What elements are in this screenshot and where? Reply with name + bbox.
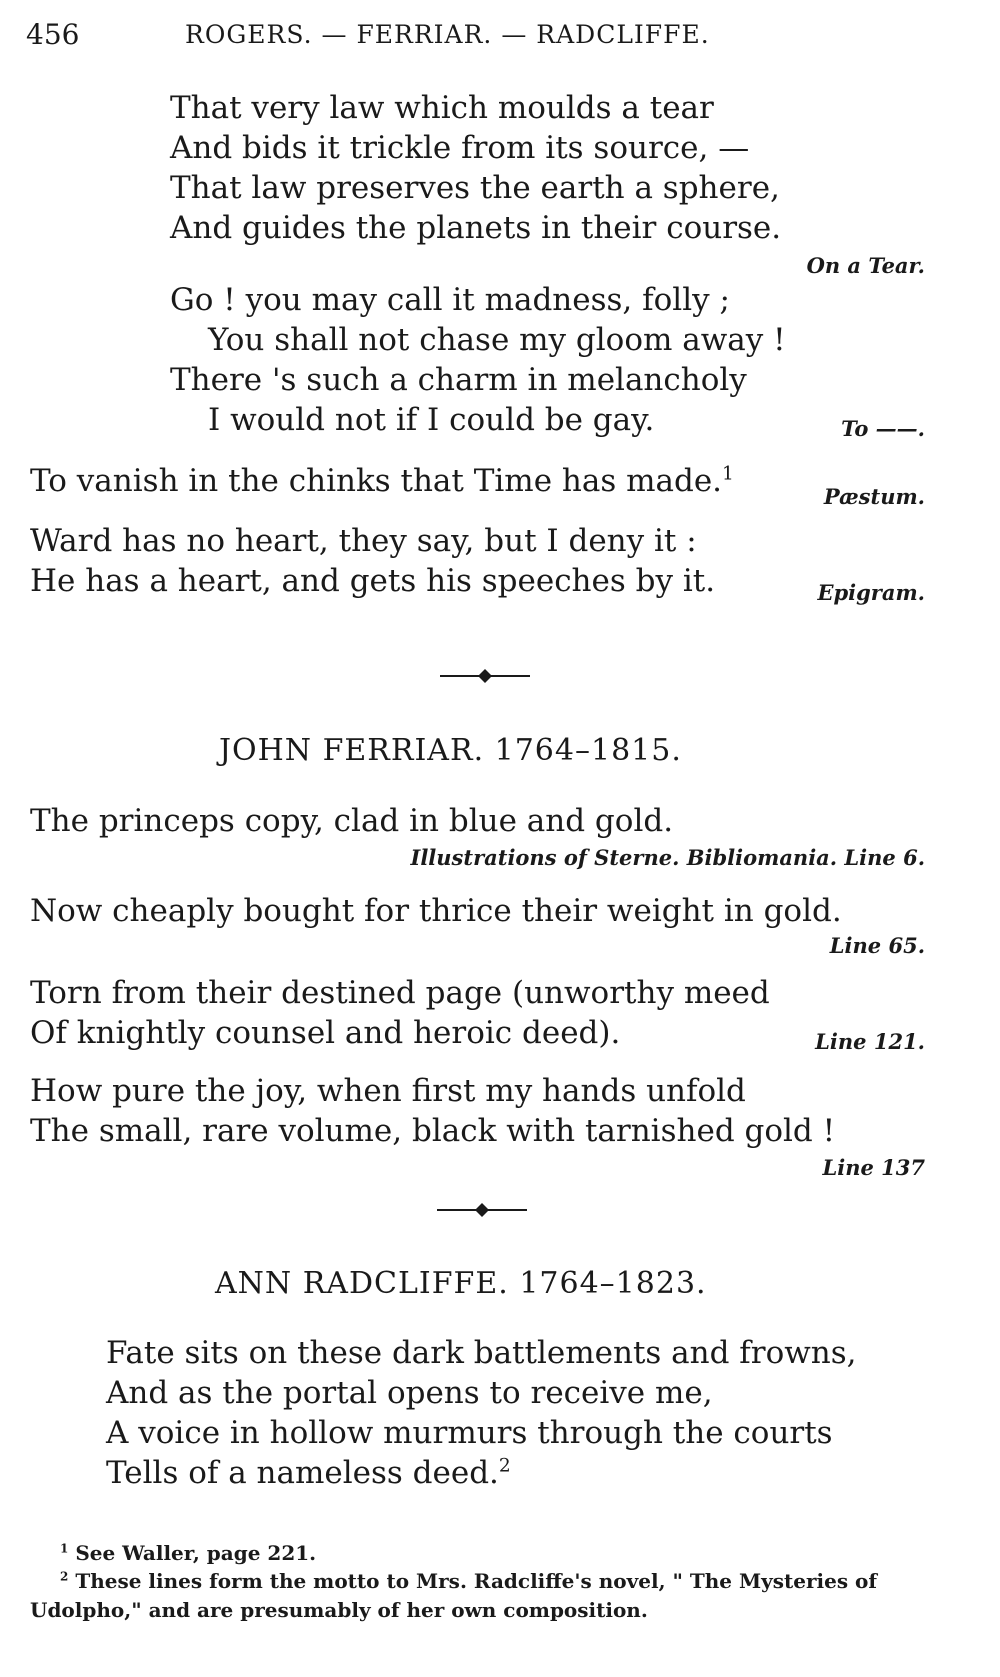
citation-line-65: Line 65. xyxy=(829,933,925,958)
verse-line: There 's such a charm in melancholy xyxy=(170,362,747,398)
verse-line: Go ! you may call it madness, folly ; xyxy=(170,282,730,318)
verse-line: Ward has no heart, they say, but I deny it : xyxy=(30,523,697,559)
verse-line: And bids it trickle from its source, — xyxy=(170,130,750,166)
divider-ornament xyxy=(440,666,530,686)
footnote-mark: 2 xyxy=(60,1569,69,1584)
quote-text: To vanish in the chinks that Time has made. xyxy=(30,463,723,499)
verse-line: Torn from their destined page (unworthy meed xyxy=(30,975,770,1011)
verse-line: I would not if I could be gay. xyxy=(208,402,655,438)
citation-line-6: Illustrations of Sterne. Bibliomania. Line 6. xyxy=(410,845,925,870)
verse-line: A voice in hollow murmurs through the courts xyxy=(106,1415,833,1451)
section-heading-ferriar: JOHN FERRIAR. 1764–1815. xyxy=(219,733,682,768)
footnote-mark: 1 xyxy=(60,1541,69,1556)
verse-line: He has a heart, and gets his speeches by it. xyxy=(30,563,716,599)
footnote-2 xyxy=(60,1569,877,1593)
citation-epigram: Epigram. xyxy=(817,580,925,605)
verse-line: You shall not chase my gloom away ! xyxy=(208,322,786,358)
verse-line: And guides the planets in their course. xyxy=(170,210,782,246)
footnote-text: See Waller, page 221. xyxy=(75,1541,317,1565)
verse-line: Of knightly counsel and heroic deed). xyxy=(30,1015,621,1051)
quote-line: Now cheaply bought for thrice their weight in gold. xyxy=(30,893,842,929)
footnote-2-continued: Udolpho," and are presumably of her own composition. xyxy=(30,1598,648,1622)
citation-on-a-tear: On a Tear. xyxy=(806,253,925,278)
verse-line: The small, rare volume, black with tarnished gold ! xyxy=(30,1113,836,1149)
verse-line: And as the portal opens to receive me, xyxy=(106,1375,713,1411)
footnote-text: These lines form the motto to Mrs. Radcliffe's novel, " The Mysteries of xyxy=(75,1569,877,1593)
verse-line xyxy=(106,1455,511,1491)
footnote-ref: 2 xyxy=(498,1455,511,1477)
verse-line: Fate sits on these dark battlements and frowns, xyxy=(106,1335,857,1371)
divider-ornament xyxy=(437,1200,527,1220)
verse-line: That very law which moulds a tear xyxy=(170,90,714,126)
section-heading-radcliffe: ANN RADCLIFFE. 1764–1823. xyxy=(215,1266,707,1301)
running-head: ROGERS. — FERRIAR. — RADCLIFFE. xyxy=(185,20,710,49)
verse-line: How pure the joy, when first my hands unfold xyxy=(30,1073,746,1109)
citation-line-121: Line 121. xyxy=(815,1029,925,1054)
quote-line: The princeps copy, clad in blue and gold. xyxy=(30,803,674,839)
citation-paestum: Pæstum. xyxy=(823,484,925,509)
footnote-1 xyxy=(60,1541,316,1565)
footnote-ref: 1 xyxy=(722,463,734,485)
citation-to: To ——. xyxy=(841,416,925,441)
verse-text: Tells of a nameless deed. xyxy=(106,1455,499,1491)
quote-line xyxy=(30,463,734,499)
verse-line: That law preserves the earth a sphere, xyxy=(170,170,780,206)
citation-line-137: Line 137 xyxy=(822,1155,925,1180)
page-number: 456 xyxy=(26,18,80,51)
